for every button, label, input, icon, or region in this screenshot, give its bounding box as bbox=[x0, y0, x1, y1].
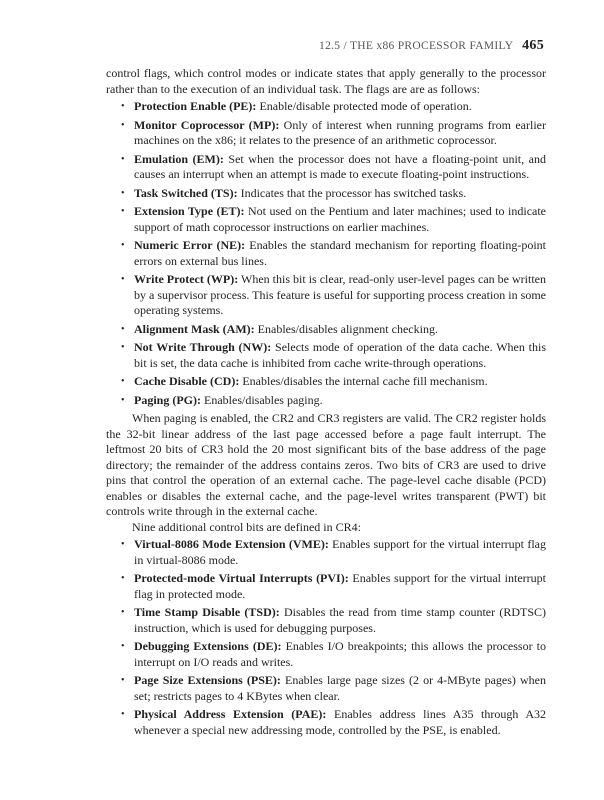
bullet-icon: • bbox=[121, 323, 125, 335]
bullet-icon: • bbox=[121, 101, 125, 112]
flag-description: Enables I/O breakpoints; this allows the processor to interrupt on I/O reads and writes. bbox=[134, 639, 546, 669]
list-item bbox=[106, 639, 546, 670]
list-item bbox=[106, 99, 546, 115]
flag-description: Enables address lines A35 through A32 whenever a special new addressing mode, controlled by the PSE, is enabled. bbox=[134, 707, 546, 737]
flag-term: Physical Address Extension (PAE): bbox=[134, 707, 327, 721]
list-item bbox=[106, 537, 546, 568]
bullet-icon: • bbox=[121, 709, 125, 720]
flag-term: Numeric Error (NE): bbox=[134, 238, 246, 252]
list-item bbox=[106, 238, 546, 269]
flag-term: Debugging Extensions (DE): bbox=[134, 639, 282, 653]
flag-term: Virtual-8086 Mode Extension (VME): bbox=[134, 537, 329, 551]
flag-description: Selects mode of operation of the data cache. When this bit is set, the data cache is inhibited from cache write-through operations. bbox=[134, 340, 546, 370]
list-item bbox=[106, 186, 546, 202]
flag-term: Extension Type (ET): bbox=[134, 204, 245, 218]
flag-description: Indicates that the processor has switched tasks. bbox=[237, 185, 467, 200]
flag-description: Enables/disables alignment checking. bbox=[254, 321, 438, 336]
list-item bbox=[106, 204, 546, 235]
list-item bbox=[106, 571, 546, 602]
flag-term: Protection Enable (PE): bbox=[134, 99, 257, 113]
bullet-icon: • bbox=[121, 641, 125, 652]
flag-term: Alignment Mask (AM): bbox=[134, 321, 255, 336]
flag-description: Only of interest when running programs from earlier machines on the x86; it relates to the presence of an arithmetic coprocessor. bbox=[134, 117, 546, 147]
cr4-intro: Nine additional control bits are defined in CR4: bbox=[132, 519, 361, 534]
list-item bbox=[106, 118, 546, 149]
bullet-icon: • bbox=[121, 675, 125, 686]
bullet-icon: • bbox=[121, 573, 125, 584]
running-title: 12.5 / THE x86 PROCESSOR FAMILY bbox=[319, 40, 513, 52]
flag-term: Paging (PG): bbox=[134, 392, 201, 407]
flag-description: Enables support for the virtual interrupt flag in virtual-8086 mode. bbox=[134, 537, 546, 567]
bullet-icon: • bbox=[121, 187, 125, 199]
flag-term: Page Size Extensions (PSE): bbox=[134, 673, 281, 687]
bullet-icon: • bbox=[121, 607, 125, 618]
flag-description: Enables/disables paging. bbox=[201, 392, 323, 407]
flag-term: Time Stamp Disable (TSD): bbox=[134, 605, 280, 619]
list-item bbox=[106, 374, 546, 390]
bullet-icon: • bbox=[121, 240, 125, 251]
bullet-icon: • bbox=[121, 119, 125, 131]
cr0-flag-list bbox=[106, 99, 546, 408]
flag-description: Enable/disable protected mode of operation. bbox=[256, 99, 472, 113]
flag-description: When this bit is clear, read-only user-level pages can be written by a supervisor process. This feature is useful for supporting process creation in some operating systems. bbox=[134, 272, 546, 317]
list-item bbox=[106, 272, 546, 319]
page-body bbox=[106, 66, 546, 741]
paging-paragraph: When paging is enabled, the CR2 and CR3 registers are valid. The CR2 register holds the 32-bit linear address of the last page accessed before a page fault interrupt. The leftmost 20 bits of CR3 hold the 20 most significant bits of the base address of the page directory; the remainder of the address contains zeros. Two bits of CR3 are used to drive pins that control the operation of an external cache. The page-level cache disable (PCD) enables or disables the external cache, and the page-level writes transparent (PWT) bit controls write through in the external cache. bbox=[106, 411, 546, 518]
bullet-icon: • bbox=[121, 153, 125, 165]
flag-term: Monitor Coprocessor (MP): bbox=[134, 117, 280, 132]
bullet-icon: • bbox=[121, 274, 125, 285]
list-item bbox=[106, 605, 546, 636]
intro-paragraph: control flags, which control modes or indicate states that apply generally to the processor rather than to the execution of an individual task. The flags are are as follows: bbox=[106, 66, 546, 96]
page-number: 465 bbox=[522, 38, 544, 53]
flag-term: Protected-mode Virtual Interrupts (PVI): bbox=[134, 571, 349, 585]
list-item bbox=[106, 340, 546, 371]
flag-term: Task Switched (TS): bbox=[134, 185, 238, 200]
flag-term: Not Write Through (NW): bbox=[134, 340, 272, 354]
flag-description: Enables/disables the internal cache fill mechanism. bbox=[239, 374, 488, 388]
list-item bbox=[106, 707, 546, 738]
running-header bbox=[319, 38, 544, 54]
flag-description: Disables the read from time stamp counter (RDTSC) instruction, which is used for debugging purposes. bbox=[134, 605, 547, 635]
flag-term: Emulation (EM): bbox=[134, 151, 224, 166]
list-item bbox=[106, 322, 546, 338]
bullet-icon: • bbox=[121, 342, 125, 353]
flag-description: Enables large page sizes (2 or 4-MByte pages) when set; restricts pages to 4 KBytes when clear. bbox=[134, 673, 546, 703]
bullet-icon: • bbox=[121, 376, 125, 387]
list-item bbox=[106, 673, 546, 704]
cr4-flag-list bbox=[106, 537, 546, 738]
flag-description: Not used on the Pentium and later machines; used to indicate support of math coprocessor instructions on earlier machines. bbox=[134, 204, 547, 234]
flag-term: Cache Disable (CD): bbox=[134, 374, 240, 388]
bullet-icon: • bbox=[121, 394, 125, 406]
flag-description: Set when the processor does not have a floating-point unit, and causes an interrupt when an attempt is made to execute floating-point instructions. bbox=[134, 151, 546, 181]
flag-term: Write Protect (WP): bbox=[134, 272, 239, 286]
flag-description: Enables the standard mechanism for reporting floating-point errors on external bus lines. bbox=[134, 238, 547, 268]
bullet-icon: • bbox=[121, 206, 125, 217]
list-item bbox=[106, 152, 546, 183]
bullet-icon: • bbox=[121, 539, 125, 550]
list-item bbox=[106, 393, 546, 409]
flag-description: Enables support for the virtual interrupt flag in protected mode. bbox=[134, 571, 546, 601]
